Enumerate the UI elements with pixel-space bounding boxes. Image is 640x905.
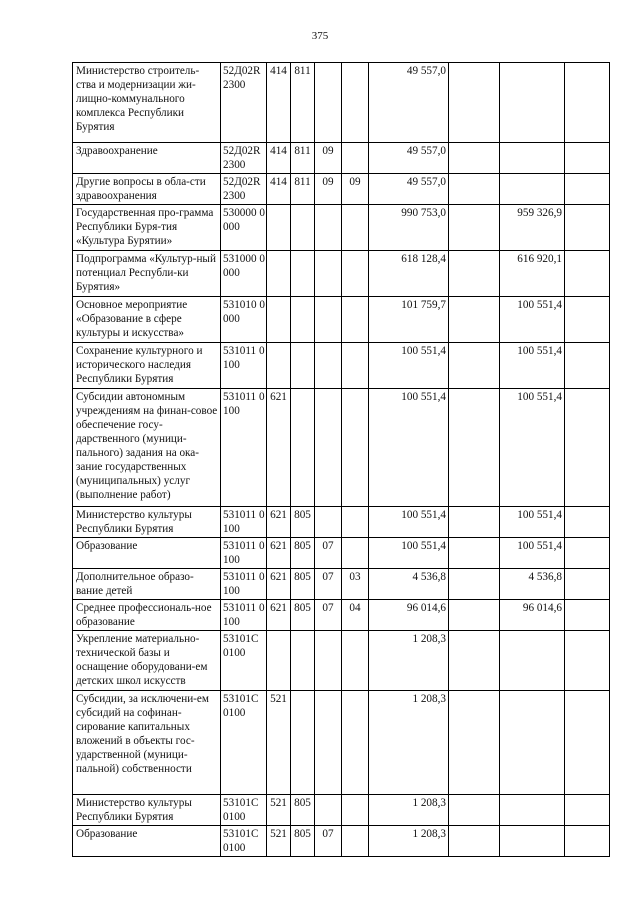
row-empty-cell — [565, 507, 610, 538]
row-empty-cell — [565, 826, 610, 857]
row-vr — [267, 205, 291, 251]
row-name: Министерство культуры Республики Бурятия — [73, 795, 221, 826]
row-code: 531000 0000 — [221, 251, 267, 297]
row-empty-cell — [449, 389, 500, 507]
row-sum-1: 1 208,3 — [369, 826, 449, 857]
row-name: Другие вопросы в обла-сти здравоохранения — [73, 174, 221, 205]
row-sum-1: 100 551,4 — [369, 507, 449, 538]
row-code: 53101С 0100 — [221, 691, 267, 795]
table-body — [73, 63, 610, 857]
row-sum-3 — [500, 795, 565, 826]
row-grbs: 805 — [291, 826, 315, 857]
row-name: Подпрограмма «Культур-ный потенциал Республи-ки Бурятия» — [73, 251, 221, 297]
row-name: Сохранение культурного и исторического наследия Республики Бурятия — [73, 343, 221, 389]
row-grbs — [291, 251, 315, 297]
table-row — [73, 343, 610, 389]
row-grbs — [291, 389, 315, 507]
row-pr: 09 — [342, 174, 369, 205]
row-grbs: 805 — [291, 795, 315, 826]
row-grbs: 811 — [291, 143, 315, 174]
row-empty-cell — [565, 389, 610, 507]
row-rz: 09 — [315, 143, 342, 174]
row-sum-3: 100 551,4 — [500, 343, 565, 389]
row-sum-1: 1 208,3 — [369, 795, 449, 826]
table-row — [73, 297, 610, 343]
row-empty-cell — [449, 600, 500, 631]
row-empty-cell — [449, 507, 500, 538]
row-pr — [342, 389, 369, 507]
row-sum-1: 49 557,0 — [369, 143, 449, 174]
row-vr: 621 — [267, 600, 291, 631]
row-sum-1: 618 128,4 — [369, 251, 449, 297]
table-row — [73, 691, 610, 795]
row-sum-3 — [500, 691, 565, 795]
row-rz: 07 — [315, 600, 342, 631]
row-grbs: 805 — [291, 538, 315, 569]
row-pr: 03 — [342, 569, 369, 600]
page-number: 375 — [311, 30, 329, 42]
row-name: Образование — [73, 826, 221, 857]
table-row — [73, 826, 610, 857]
row-name: Субсидии, за исключени-ем субсидий на софинан-сирование капитальных вложений в объекты гос-ударственной (муници-пальной) собственности — [73, 691, 221, 795]
row-pr — [342, 297, 369, 343]
row-empty-cell — [565, 569, 610, 600]
row-rz — [315, 691, 342, 795]
row-sum-3 — [500, 63, 565, 143]
row-name: Среднее профессиональ-ное образование — [73, 600, 221, 631]
row-empty-cell — [565, 205, 610, 251]
row-vr: 521 — [267, 795, 291, 826]
row-empty-cell — [449, 251, 500, 297]
row-code: 52Д02R 2300 — [221, 174, 267, 205]
row-grbs — [291, 297, 315, 343]
table-row — [73, 251, 610, 297]
table-row — [73, 63, 610, 143]
row-pr — [342, 538, 369, 569]
row-sum-3 — [500, 143, 565, 174]
row-sum-1: 101 759,7 — [369, 297, 449, 343]
row-name: Министерство культуры Республики Бурятия — [73, 507, 221, 538]
row-name: Образование — [73, 538, 221, 569]
row-empty-cell — [449, 826, 500, 857]
row-rz: 07 — [315, 826, 342, 857]
row-grbs: 805 — [291, 569, 315, 600]
row-sum-3: 100 551,4 — [500, 507, 565, 538]
row-vr: 621 — [267, 389, 291, 507]
row-code: 52Д02R 2300 — [221, 63, 267, 143]
row-code: 531010 0000 — [221, 297, 267, 343]
row-vr: 521 — [267, 691, 291, 795]
row-sum-1: 100 551,4 — [369, 538, 449, 569]
row-empty-cell — [449, 297, 500, 343]
row-rz — [315, 631, 342, 691]
row-sum-1: 1 208,3 — [369, 691, 449, 795]
row-pr — [342, 143, 369, 174]
row-vr — [267, 343, 291, 389]
row-code: 531011 0100 — [221, 538, 267, 569]
table-row — [73, 205, 610, 251]
row-rz — [315, 507, 342, 538]
row-empty-cell — [449, 205, 500, 251]
row-sum-3: 96 014,6 — [500, 600, 565, 631]
row-sum-3: 100 551,4 — [500, 297, 565, 343]
row-sum-1: 990 753,0 — [369, 205, 449, 251]
table-row — [73, 600, 610, 631]
row-vr: 414 — [267, 143, 291, 174]
row-grbs: 805 — [291, 600, 315, 631]
row-sum-3: 100 551,4 — [500, 538, 565, 569]
row-rz: 09 — [315, 174, 342, 205]
row-sum-1: 49 557,0 — [369, 174, 449, 205]
row-pr — [342, 795, 369, 826]
row-vr: 621 — [267, 538, 291, 569]
table-row — [73, 569, 610, 600]
row-empty-cell — [449, 343, 500, 389]
row-sum-3: 959 326,9 — [500, 205, 565, 251]
row-rz: 07 — [315, 538, 342, 569]
row-code: 531011 0100 — [221, 569, 267, 600]
table-row — [73, 507, 610, 538]
row-vr — [267, 631, 291, 691]
row-vr — [267, 251, 291, 297]
row-name: Здравоохранение — [73, 143, 221, 174]
row-empty-cell — [449, 143, 500, 174]
row-empty-cell — [565, 600, 610, 631]
row-sum-1: 100 551,4 — [369, 343, 449, 389]
row-rz — [315, 63, 342, 143]
row-name: Субсидии автономным учреждениям на финан-совое обеспечение госу-дарственного (муници-пального) задания на ока-зание государственных (муниципальных) услуг (выполнение работ) — [73, 389, 221, 507]
row-pr — [342, 631, 369, 691]
row-grbs — [291, 691, 315, 795]
row-empty-cell — [449, 569, 500, 600]
row-name: Укрепление материально-технической базы и оснащение оборудовани-ем детских школ искусств — [73, 631, 221, 691]
row-code: 53101С 0100 — [221, 826, 267, 857]
row-pr — [342, 63, 369, 143]
row-vr: 414 — [267, 174, 291, 205]
table-row — [73, 631, 610, 691]
row-grbs — [291, 205, 315, 251]
row-grbs: 811 — [291, 63, 315, 143]
row-sum-3: 100 551,4 — [500, 389, 565, 507]
row-grbs — [291, 343, 315, 389]
row-empty-cell — [449, 174, 500, 205]
row-code: 531011 0100 — [221, 343, 267, 389]
row-pr — [342, 251, 369, 297]
row-rz — [315, 297, 342, 343]
row-code: 531011 0100 — [221, 600, 267, 631]
row-name: Дополнительное образо-вание детей — [73, 569, 221, 600]
row-code: 530000 0000 — [221, 205, 267, 251]
row-rz — [315, 389, 342, 507]
row-sum-1: 49 557,0 — [369, 63, 449, 143]
row-vr: 414 — [267, 63, 291, 143]
row-pr — [342, 205, 369, 251]
row-pr — [342, 691, 369, 795]
row-rz — [315, 343, 342, 389]
row-sum-1: 100 551,4 — [369, 389, 449, 507]
row-rz — [315, 205, 342, 251]
row-pr: 04 — [342, 600, 369, 631]
row-empty-cell — [565, 795, 610, 826]
row-sum-3: 4 536,8 — [500, 569, 565, 600]
row-empty-cell — [565, 631, 610, 691]
row-code: 531011 0100 — [221, 389, 267, 507]
row-sum-3 — [500, 826, 565, 857]
row-empty-cell — [449, 631, 500, 691]
row-pr — [342, 343, 369, 389]
row-rz — [315, 251, 342, 297]
row-empty-cell — [565, 63, 610, 143]
row-empty-cell — [565, 143, 610, 174]
row-pr — [342, 507, 369, 538]
row-empty-cell — [449, 538, 500, 569]
row-grbs: 811 — [291, 174, 315, 205]
row-code: 52Д02R 2300 — [221, 143, 267, 174]
row-empty-cell — [565, 538, 610, 569]
row-vr: 521 — [267, 826, 291, 857]
row-sum-3 — [500, 631, 565, 691]
table-row — [73, 795, 610, 826]
row-empty-cell — [449, 63, 500, 143]
row-code: 53101С 0100 — [221, 631, 267, 691]
row-empty-cell — [565, 343, 610, 389]
table-row — [73, 538, 610, 569]
row-sum-1: 96 014,6 — [369, 600, 449, 631]
table-row — [73, 389, 610, 507]
budget-table — [72, 62, 610, 857]
row-empty-cell — [565, 174, 610, 205]
row-sum-3 — [500, 174, 565, 205]
row-rz: 07 — [315, 569, 342, 600]
row-rz — [315, 795, 342, 826]
row-code: 531011 0100 — [221, 507, 267, 538]
row-vr — [267, 297, 291, 343]
row-code: 53101С 0100 — [221, 795, 267, 826]
table-row — [73, 143, 610, 174]
row-name: Основное мероприятие «Образование в сфере культуры и искусства» — [73, 297, 221, 343]
row-empty-cell — [565, 251, 610, 297]
row-pr — [342, 826, 369, 857]
row-sum-1: 4 536,8 — [369, 569, 449, 600]
row-grbs: 805 — [291, 507, 315, 538]
row-vr: 621 — [267, 507, 291, 538]
row-name: Государственная про-грамма Республики Буря-тия «Культура Бурятии» — [73, 205, 221, 251]
row-empty-cell — [449, 691, 500, 795]
row-grbs — [291, 631, 315, 691]
row-name: Министерство строитель-ства и модернизации жи-лищно-коммунального комплекса Республики Бурятия — [73, 63, 221, 143]
row-empty-cell — [565, 297, 610, 343]
row-sum-3: 616 920,1 — [500, 251, 565, 297]
row-empty-cell — [449, 795, 500, 826]
row-sum-1: 1 208,3 — [369, 631, 449, 691]
row-vr: 621 — [267, 569, 291, 600]
row-empty-cell — [565, 691, 610, 795]
table-row — [73, 174, 610, 205]
